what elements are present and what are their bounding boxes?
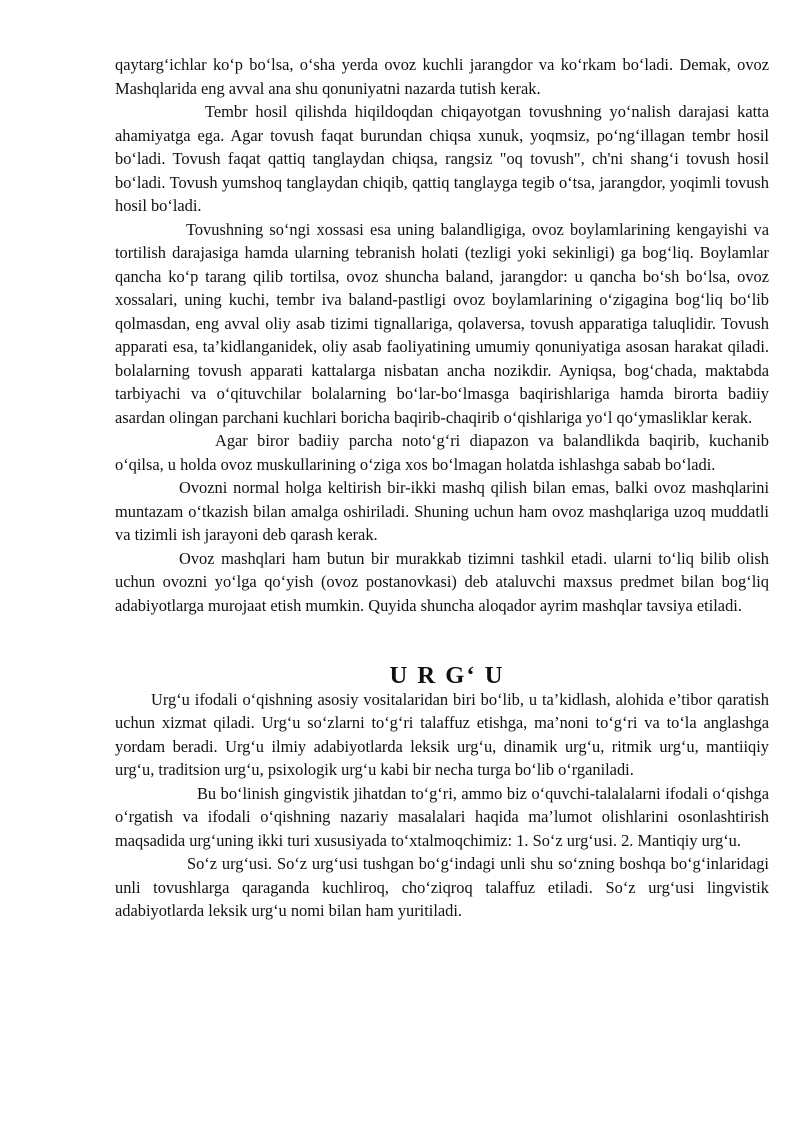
paragraph-stress-types: Bu bo‘linish gingvistik jihatdan to‘g‘ri, ammo biz o‘quvchi-talalalarni ifodali o‘qishga o‘rgatish va ifodali o‘qishning nazariy masalalari haqida ma’lumot olishlarini osonlashtirish maqsadida urg‘uning ikki turi xususiyada to‘xtalmoqchimiz: 1. So‘z urg‘usi. 2. Mantiqiy urg‘u. [115, 783, 769, 850]
section-heading: U R G‘ U [389, 662, 505, 689]
paragraph-stress-intro: Urg‘u ifodali o‘qishning asosiy vositalaridan biri bo‘lib, u ta’kidlash, alohida e’tibor qaratish uchun xizmat qiladi. Urg‘u so‘zlarni to‘g‘ri talaffuz etishga, ma’noni to‘g‘ri va to‘la anglashga yordam beradi. Urg‘u ilmiy adabiyotlarda leksik urg‘u, dinamik urg‘u, ritmik urg‘u, mantiiqiy urg‘u, traditsion urg‘u, psixologik urg‘u kabi bir necha turga bo‘lib o‘rganiladi. [115, 689, 769, 779]
paragraph-voice-properties: Tovushning so‘ngi xossasi esa uning balandligiga, ovoz boylamlarining kengayishi va tortilish darajasiga hamda ularning tebranish holati (tezligi yoki sekinligi) ga bog‘liq. Boylamlar qancha ko‘p tarang qilib tortilsa, ovoz shuncha baland, jarangdor: u qancha bo‘sh bo‘lsa, ovoz xossalari, uning kuchi, tembr iva baland-pastligi ovoz boylamlarining o‘zigagina bog‘liq bo‘lib qolmasdan, eng avval oliy asab tizimi tignallariga, qolaversa, tovush apparatiga taluqlidir. Tovush apparati esa, ta’kidlanganidek, oliy asab faoliyatining umumiy qonuniyatiga asosan harakat qiladi. bolalarning tovush apparati kattalarga nisbatan ancha nozikdir. Ayniqsa, bog‘chada, maktabda tarbiyachi va o‘qituvchilar bolalarning bo‘lar-bo‘lmasga baqirishlariga hamda birorta badiiy asardan olingan parchani kuchlari boricha baqirib-chaqirib o‘qishlariga yo‘l qo‘ymasliklar kerak. [115, 219, 769, 427]
paragraph-wrong-range: Agar biror badiiy parcha noto‘g‘ri diapazon va balandlikda baqirib, kuchanib o‘qilsa, u holda ovoz muskullarining o‘ziga xos bo‘lmagan holatda ishlashga sabab bo‘ladi. [115, 431, 769, 474]
document-page [115, 53, 769, 923]
paragraph-continuation: qaytarg‘ichlar ko‘p bo‘lsa, o‘sha yerda ovoz kuchli jarangdor va ko‘rkam bo‘ladi. Demak, ovoz Mashqlarida eng avval ana shu qonuniyatni nazarda tutish kerak. [115, 55, 769, 98]
paragraph-voice-exercises: Ovoz mashqlari ham butun bir murakkab tizimni tashkil etadi. ularni to‘liq bilib olish uchun ovozni yo‘lga qo‘yish (ovoz postanovkasi) deb ataluvchi maxsus predmet bilan bog‘liq adabiyotlarga murojaat etish mumkin. Quyida shuncha aloqador ayrim mashqlar tavsiya etiladi. [115, 548, 769, 615]
paragraph-normal-voice: Ovozni normal holga keltirish bir-ikki mashq qilish bilan emas, balki ovoz mashqlarini muntazam o‘tkazish bilan amalga oshiriladi. Shuning uchun ham ovoz mashqlariga uzoq muddatli va tizimli ish jarayoni deb qarash kerak. [115, 478, 769, 544]
paragraph-timbre: Tembr hosil qilishda hiqildoqdan chiqayotgan tovushning yo‘nalish darajasi katta ahamiyatga ega. Agar tovush faqat burundan chiqsa xunuk, yoqmsiz, po‘ng‘illagan tembr hosil bo‘ladi. Tovush faqat qattiq tanglaydan chiqsa, rangsiz "oq tovush", ch'ni shang‘i tovush hosil bo‘ladi. Tovush yumshoq tanglaydan chiqib, qattiq tanglayga tegib o‘tsa, jarangdor, yoqimli tovush hosil bo‘ladi. [115, 102, 769, 215]
paragraph-word-stress: So‘z urg‘usi. So‘z urg‘usi tushgan bo‘g‘indagi unli shu so‘zning boshqa bo‘g‘inlaridagi unli tovushlarga qaraganda kuchliroq, cho‘ziqroq talaffuz etiladi. So‘z urg‘usi lingvistik adabiyotlarda leksik urg‘u nomi bilan ham yuritiladi. [115, 854, 769, 920]
